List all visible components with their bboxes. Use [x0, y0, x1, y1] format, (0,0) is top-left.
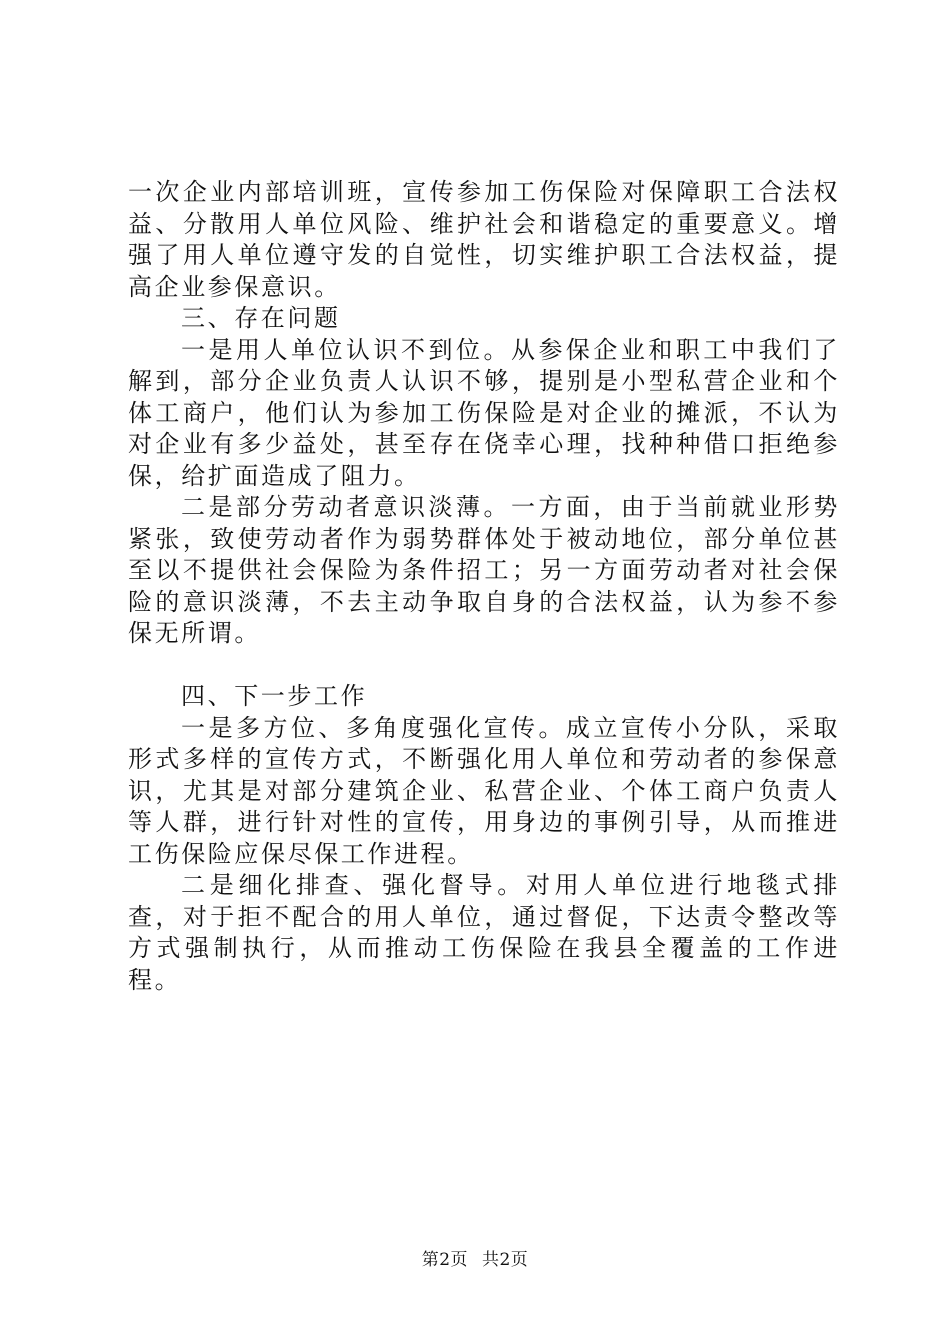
- paragraph-problem-2: 二是部分劳动者意识淡薄。一方面，由于当前就业形势紧张，致使劳动者作为弱势群体处于被动地位，部分单位甚至以不提供社会保险为条件招工；另一方面劳动者对社会保险的意识淡薄，不去主动争取自身的合法权益，认为参不参保无所谓。: [128, 493, 840, 647]
- paragraph-next-step-1: 一是多方位、多角度强化宣传。成立宣传小分队，采取形式多样的宣传方式，不断强化用人单位和劳动者的参保意识，尤其是对部分建筑企业、私营企业、个体工商户负责人等人群，进行针对性的宣传，用身边的事例引导，从而推进工伤保险应保尽保工作进程。: [128, 713, 840, 868]
- section-heading-problems: 三、存在问题: [181, 304, 341, 332]
- paragraph-continuation: 一次企业内部培训班，宣传参加工伤保险对保障职工合法权益、分散用人单位风险、维护社会和谐稳定的重要意义。增强了用人单位遵守发的自觉性，切实维护职工合法权益，提高企业参保意识。: [128, 178, 840, 301]
- section-heading-next-steps: 四、下一步工作: [181, 682, 368, 710]
- page-footer: [0, 1245, 950, 1270]
- paragraph-next-step-2: 二是细化排查、强化督导。对用人单位进行地毯式排查，对于拒不配合的用人单位，通过督促，下达责令整改等方式强制执行，从而推动工伤保险在我县全覆盖的工作进程。: [128, 871, 840, 994]
- page-number-total: 共2页: [481, 1250, 529, 1270]
- page-number-current: 第2页: [421, 1250, 469, 1270]
- document-body: [128, 177, 840, 996]
- paragraph-problem-1: 一是用人单位认识不到位。从参保企业和职工中我们了解到，部分企业负责人认识不够，提别是小型私营企业和个体工商户，他们认为参加工伤保险是对企业的摊派，不认为对企业有多少益处，甚至存在侥幸心理，找种种借口拒绝参保，给扩面造成了阻力。: [128, 335, 840, 490]
